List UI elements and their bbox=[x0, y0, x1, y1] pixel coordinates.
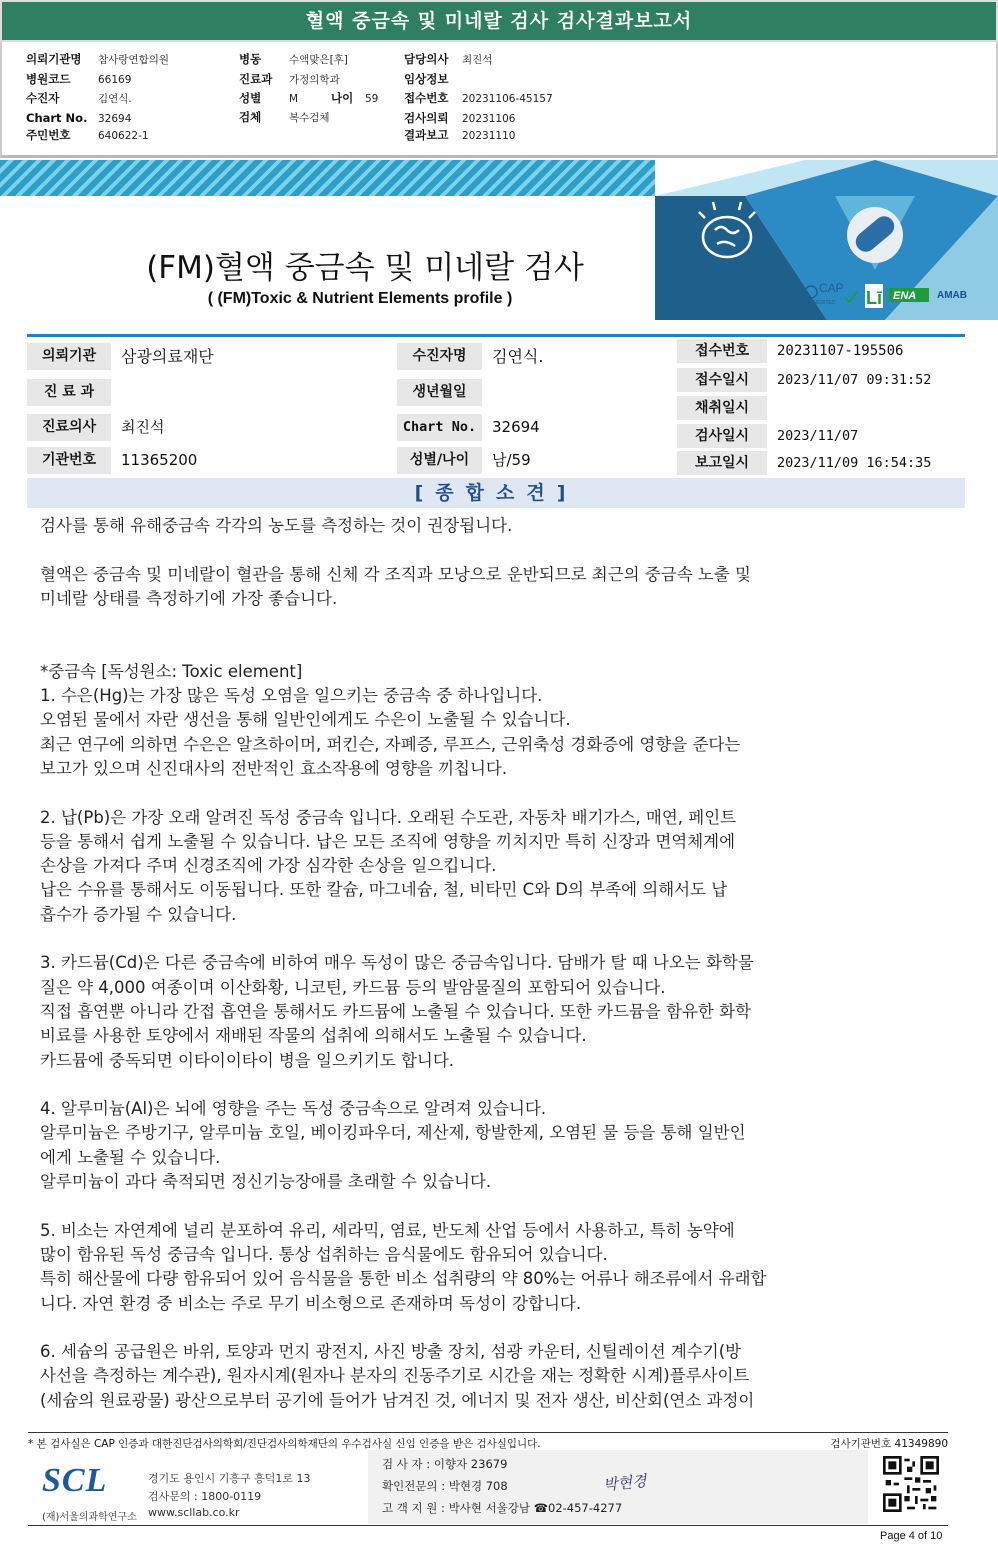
top-info-row bbox=[26, 89, 132, 107]
summary-line: 1. 수은(Hg)는 가장 많은 독성 오염을 일으키는 중금속 중 하나입니다. bbox=[40, 686, 543, 706]
field-value: 2023/11/07 bbox=[777, 428, 859, 444]
qr-code bbox=[883, 1456, 939, 1512]
info-value: 20231106 bbox=[462, 113, 516, 125]
summary-line: 알루미늄이 과다 축적되면 정신기능장애를 초래할 수 있습니다. bbox=[40, 1172, 492, 1192]
specialist: 확인전문의 : 박현경 708 bbox=[382, 1479, 508, 1493]
website-link[interactable]: www.scllab.co.kr bbox=[148, 1506, 240, 1519]
summary-line: 오염된 물에서 자란 생선을 통해 일반인에게도 수은이 노출될 수 있습니다. bbox=[40, 710, 571, 730]
field-value: 2023/11/09 16:54:35 bbox=[777, 455, 932, 471]
info-label: 성별 bbox=[239, 91, 262, 105]
info-label: 주민번호 bbox=[26, 128, 71, 142]
field-value: 삼광의료재단 bbox=[121, 347, 214, 366]
field-value bbox=[482, 379, 672, 406]
top-info-row bbox=[239, 50, 348, 68]
field-label: 접수번호 bbox=[677, 339, 767, 363]
tester: 검 사 자 : 이향자 23679 bbox=[382, 1457, 508, 1471]
summary-heading: [종합소견] bbox=[27, 478, 965, 508]
summary-body bbox=[40, 514, 940, 1413]
top-info-row bbox=[239, 70, 340, 88]
summary-line: 카드뮴에 중독되면 이타이이타이 병을 일으키기도 합니다. bbox=[40, 1050, 455, 1070]
info-label: 접수번호 bbox=[404, 91, 449, 105]
summary-line: 알루미늄은 주방기구, 알루미늄 호일, 베이킹파우더, 제산제, 항발한제, 오염된 물 등을 통해 일반인 bbox=[40, 1123, 746, 1143]
field-value bbox=[767, 396, 965, 420]
info-value: 66169 bbox=[98, 74, 132, 86]
summary-line bbox=[40, 1073, 940, 1097]
field-value: 최진석 bbox=[121, 418, 165, 436]
info-value: M bbox=[289, 93, 299, 105]
top-info-row bbox=[404, 89, 553, 107]
summary-line: (세슘의 원료광물) 광산으로부터 공기에 들어가 남겨진 것, 에너지 및 전자 생산, 비산회(연소 과정이 bbox=[40, 1390, 755, 1410]
info-label: 담당의사 bbox=[404, 52, 449, 66]
summary-line: 납은 수유를 통해서도 이동됩니다. 또한 칼슘, 마그네슘, 철, 비타민 C와 D의 부족에 의해서도 납 bbox=[40, 880, 728, 900]
contacts-panel bbox=[368, 1450, 868, 1524]
info-label: 병원코드 bbox=[26, 72, 71, 86]
top-info-row bbox=[404, 70, 462, 88]
info-label: Chart No. bbox=[26, 111, 88, 125]
address: 경기도 용인시 기흥구 흥덕1로 13 bbox=[148, 1472, 311, 1485]
field-label: 진료의사 bbox=[27, 414, 111, 441]
signature: 박현경 bbox=[602, 1471, 648, 1495]
field-label: 성별/나이 bbox=[397, 447, 482, 474]
info-label: 병동 bbox=[239, 52, 262, 66]
summary-line: 사선을 측정하는 계수관), 원자시계(원자나 분자의 진동주기로 시간을 재는 정확한 시계)플루사이트 bbox=[40, 1366, 750, 1386]
footer bbox=[28, 1450, 948, 1526]
field-value: 남/59 bbox=[492, 451, 531, 469]
customer-support bbox=[382, 1500, 622, 1516]
patient-info-table bbox=[27, 334, 965, 474]
field-label: 수진자명 bbox=[397, 343, 482, 370]
top-info-row bbox=[404, 109, 515, 127]
support-phone: ☎02-457-4277 bbox=[533, 1501, 623, 1515]
summary-line bbox=[40, 781, 940, 805]
amab-logo bbox=[937, 290, 967, 301]
info-label: 검사의뢰 bbox=[404, 111, 449, 125]
summary-line: 흡수가 증가될 수 있습니다. bbox=[40, 904, 237, 924]
summary-line: 혈액은 중금속 및 미네랄이 혈관을 통해 신체 각 조직과 모낭으로 운반되므로 최근의 중금속 노출 및 bbox=[40, 564, 751, 584]
top-info-row bbox=[404, 50, 492, 68]
field-label: 보고일시 bbox=[677, 451, 767, 475]
info-label: 검체 bbox=[239, 110, 262, 124]
top-info-panel bbox=[0, 42, 998, 158]
summary-line: 등을 통해서 쉽게 노출될 수 있습니다. 납은 모든 조직에 영향을 끼치지만 특히 신장과 면역체계에 bbox=[40, 831, 736, 851]
info-label: 나이 bbox=[331, 91, 354, 105]
info-value: 가정의학과 bbox=[289, 74, 340, 86]
info-value: 32694 bbox=[98, 113, 132, 125]
banner-title: 혈액 중금속 및 미네랄 검사 검사결과보고서 bbox=[305, 10, 693, 32]
org-name: (재)서울의과학연구소 bbox=[42, 1512, 137, 1523]
field-value: 2023/11/07 09:31:52 bbox=[777, 372, 932, 388]
pill-icon bbox=[847, 207, 903, 263]
summary-line bbox=[40, 927, 940, 951]
summary-line: 니다. 자연 환경 중 비소는 주로 무기 비소형으로 존재하며 독성이 강합니다. bbox=[40, 1293, 582, 1313]
top-info-row bbox=[26, 70, 131, 88]
svg-text:CAP: CAP bbox=[819, 281, 844, 295]
summary-line: 5. 비소는 자연계에 널리 분포하여 유리, 세라믹, 염료, 반도체 산업 등에서 사용하고, 특히 농약에 bbox=[40, 1220, 735, 1240]
field-label: 기관번호 bbox=[27, 447, 111, 474]
summary-line bbox=[40, 1194, 940, 1218]
summary-line: 6. 세슘의 공급원은 바위, 토양과 먼지 광전지, 사진 방출 장치, 섬광 카운터, 신틸레이션 계수기(방 bbox=[40, 1342, 742, 1362]
info-value: 59 bbox=[365, 93, 379, 105]
summary-line: 3. 카드뮴(Cd)은 다른 중금속에 비하여 매우 독성이 많은 중금속입니다. 담배가 탈 때 나오는 화학물 bbox=[40, 953, 754, 973]
page-number: Page 4 of 10 bbox=[880, 1530, 943, 1542]
summary-line bbox=[40, 1316, 940, 1340]
summary-line: 많이 함유된 독성 중금속 입니다. 통상 섭취하는 음식물에도 함유되어 있습니다. bbox=[40, 1244, 608, 1264]
summary-line: 에게 노출될 수 있습니다. bbox=[40, 1147, 221, 1167]
info-label: 결과보고 bbox=[404, 128, 449, 142]
field-label: 검사일시 bbox=[677, 424, 767, 448]
ena-logo bbox=[889, 288, 929, 302]
summary-line: 손상을 가져다 주며 신경조직에 가장 심각한 손상을 일으킵니다. bbox=[40, 856, 497, 876]
info-label: 임상정보 bbox=[404, 72, 449, 86]
summary-line bbox=[40, 538, 940, 562]
field-value: 32694 bbox=[492, 418, 540, 436]
summary-line: 보고가 있으며 신진대사의 전반적인 효소작용에 영향을 끼칩니다. bbox=[40, 758, 508, 778]
info-value: 20231110 bbox=[462, 130, 516, 142]
summary-line: *중금속 [독성원소: Toxic element] bbox=[40, 661, 303, 681]
field-label: 진 료 과 bbox=[27, 379, 111, 406]
svg-text:ENA: ENA bbox=[893, 290, 917, 302]
page-title: (FM)혈액 중금속 및 미네랄 검사 bbox=[146, 250, 584, 286]
field-label: Chart No. bbox=[397, 414, 482, 441]
field-label: 생년월일 bbox=[397, 379, 482, 406]
summary-line: 최근 연구에 의하면 수은은 알츠하이머, 퍼킨슨, 자폐증, 루프스, 근위축성 경화증에 영향을 준다는 bbox=[40, 734, 741, 754]
top-info-row bbox=[26, 126, 149, 144]
certification-note: * 본 검사실은 CAP 인증과 대한진단검사의학회/진단검사의학재단의 우수검사실 신임 인증을 받은 검사실입니다. bbox=[28, 1438, 541, 1450]
lmi-logo bbox=[865, 284, 883, 308]
top-info-row bbox=[26, 50, 169, 68]
summary-line: 특히 해산물에 다량 함유되어 있어 음식물을 통한 비소 섭취량의 약 80%는 어류나 해조류에서 유래합 bbox=[40, 1269, 767, 1289]
svg-text:ACCREDITED: ACCREDITED bbox=[803, 300, 836, 306]
info-label: 진료과 bbox=[239, 72, 273, 86]
top-info-row bbox=[404, 126, 515, 144]
report-banner bbox=[0, 0, 998, 42]
page-subtitle: ( (FM)Toxic & Nutrient Elements profile ) bbox=[207, 290, 513, 307]
field-label: 의뢰기관 bbox=[27, 343, 111, 370]
inquiry-phone: 검사문의 : 1800-0119 bbox=[148, 1490, 262, 1503]
summary-line bbox=[40, 635, 940, 659]
lab-number: 검사기관번호 41349890 bbox=[830, 1438, 948, 1450]
top-info-row bbox=[239, 89, 378, 107]
top-info-row bbox=[239, 108, 330, 126]
info-value: 복수검체 bbox=[289, 112, 330, 124]
summary-line: 2. 납(Pb)은 가장 오래 알려진 독성 중금속 입니다. 오래된 수도관, 자동차 배기가스, 매연, 페인트 bbox=[40, 807, 737, 827]
field-label: 채취일시 bbox=[677, 396, 767, 420]
footer-notice bbox=[28, 1432, 948, 1450]
field-value: 11365200 bbox=[121, 451, 198, 469]
field-value: 김연식. bbox=[492, 347, 544, 366]
field-label: 접수일시 bbox=[677, 368, 767, 392]
summary-line: 4. 알루미늄(Al)은 뇌에 영향을 주는 독성 중금속으로 알려져 있습니다. bbox=[40, 1099, 547, 1119]
svg-text:Lī: Lī bbox=[866, 288, 882, 308]
top-info-row bbox=[26, 109, 131, 127]
summary-line bbox=[40, 611, 940, 635]
info-value: 수액맞은[후] bbox=[289, 54, 348, 66]
svg-text:AMAB: AMAB bbox=[937, 290, 967, 301]
info-value: 참사랑연합의원 bbox=[98, 54, 170, 66]
summary-line: 미네랄 상태를 측정하기에 가장 좋습니다. bbox=[40, 588, 338, 608]
summary-line: 비료를 사용한 토양에서 재배된 작물의 섭취에 의해서도 노출될 수 있습니다. bbox=[40, 1026, 587, 1046]
info-value: 640622-1 bbox=[98, 130, 149, 142]
field-value: 20231107-195506 bbox=[777, 343, 904, 359]
support-label: 고 객 지 원 : 박사현 서울강남 bbox=[382, 1501, 534, 1515]
summary-line: 질은 약 4,000 여종이며 이산화황, 니코틴, 카드뮴 등의 발암물질의 포함되어 있습니다. bbox=[40, 977, 666, 997]
info-value: 최진석 bbox=[462, 54, 493, 66]
info-label: 의뢰기관명 bbox=[26, 52, 82, 66]
field-value bbox=[111, 379, 391, 406]
scl-logo: SCL bbox=[42, 1462, 108, 1499]
info-value: 20231106-45157 bbox=[462, 93, 553, 105]
summary-line: 직접 흡연뿐 아니라 간접 흡연을 통해서도 카드뮴에 노출될 수 있습니다. 또한 카드뮴을 함유한 화학 bbox=[40, 1001, 751, 1021]
info-label: 수진자 bbox=[26, 91, 60, 105]
info-value: 김연식. bbox=[98, 93, 132, 105]
summary-line: 검사를 통해 유해중금속 각각의 농도를 측정하는 것이 권장됩니다. bbox=[40, 516, 513, 535]
